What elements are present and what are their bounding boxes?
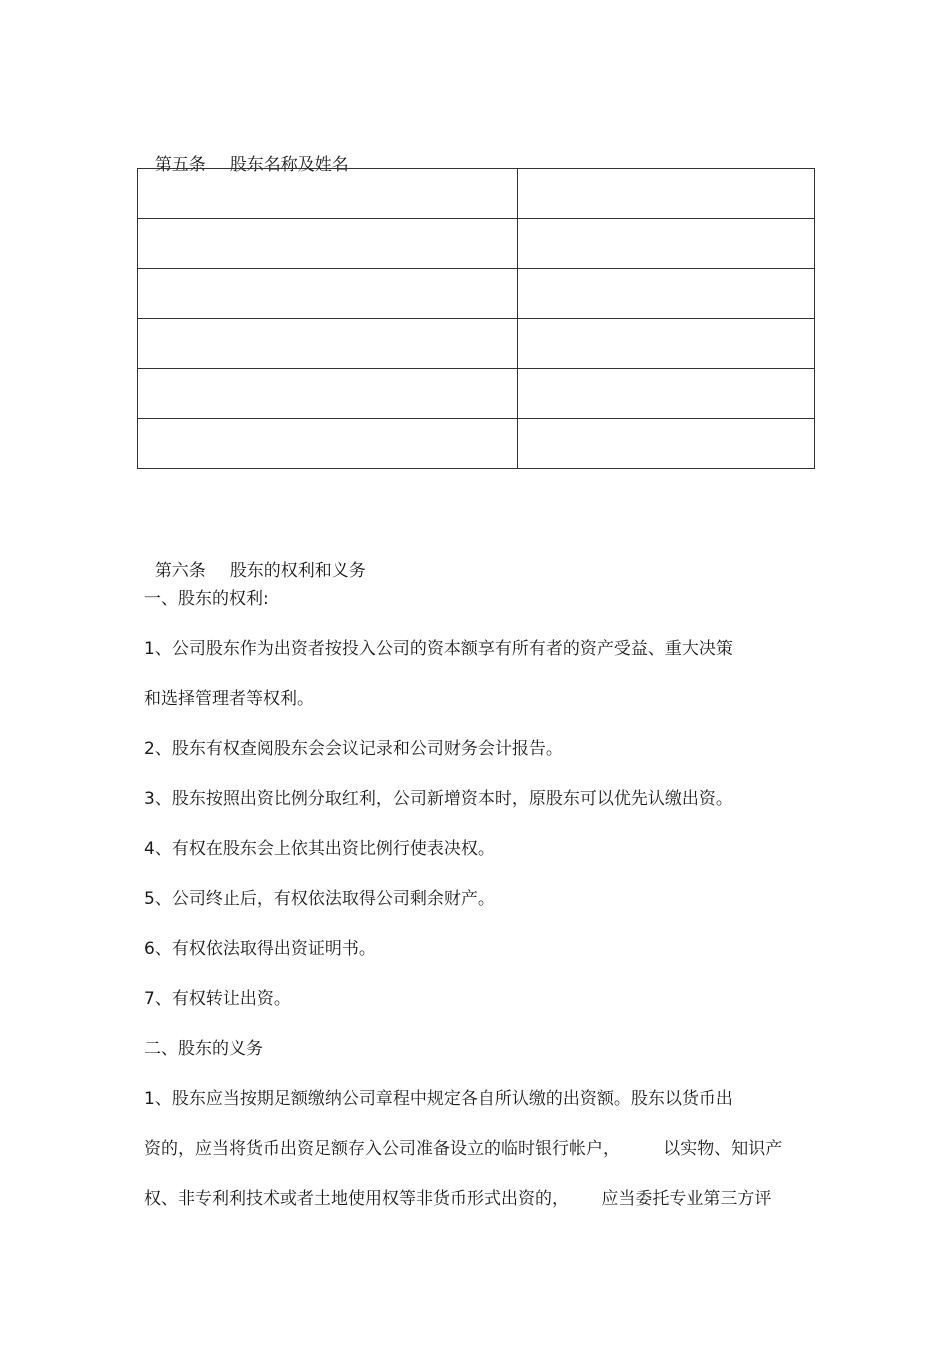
duties-item-1: 1、股东应当按期足额缴纳公司章程中规定各自所认缴的出资额。股东以货币出 xyxy=(144,1089,733,1109)
table-cell xyxy=(138,219,518,269)
table-cell xyxy=(138,319,518,369)
rights-heading: 一、股东的权利: xyxy=(144,589,269,609)
table-row xyxy=(138,269,815,319)
table-cell xyxy=(518,269,815,319)
rights-item-3: 3、股东按照出资比例分取红利，公司新增资本时，原股东可以优先认缴出资。 xyxy=(144,789,733,809)
table-cell xyxy=(138,369,518,419)
table-cell xyxy=(518,419,815,469)
rights-item-6: 6、有权依法取得出资证明书。 xyxy=(144,939,376,959)
rights-item-5: 5、公司终止后，有权依法取得公司剩余财产。 xyxy=(144,889,495,909)
rights-item-2: 2、股东有权查阅股东会会议记录和公司财务会计报告。 xyxy=(144,739,563,759)
table-row xyxy=(138,369,815,419)
table-row xyxy=(138,419,815,469)
rights-item-1: 1、公司股东作为出资者按投入公司的资本额享有所有者的资产受益、重大决策 xyxy=(144,639,733,659)
article-5-number: 第五条 xyxy=(154,155,206,175)
article-5-title: 股东名称及姓名 xyxy=(229,155,349,175)
rights-item-1-continued: 和选择管理者等权利。 xyxy=(144,689,314,709)
article-6-heading xyxy=(144,538,366,582)
table-row xyxy=(138,319,815,369)
duties-heading: 二、股东的义务 xyxy=(144,1039,263,1059)
duties-item-1-line-2: 资的，应当将货币出资足额存入公司准备设立的临时银行帐户， 以实物、知识产 xyxy=(144,1139,783,1159)
duties-item-1-line-3: 权、非专利利技术或者土地使用权等非货币形式出资的， 应当委托专业第三方评 xyxy=(144,1189,772,1209)
table-cell xyxy=(138,269,518,319)
shareholder-table xyxy=(137,168,815,469)
article-6-title: 股东的权利和义务 xyxy=(229,561,366,581)
table-cell xyxy=(138,419,518,469)
table-cell xyxy=(518,169,815,219)
table-cell xyxy=(518,369,815,419)
table-cell xyxy=(518,319,815,369)
table-cell xyxy=(138,169,518,219)
table-cell xyxy=(518,219,815,269)
table-row xyxy=(138,219,815,269)
article-6-number: 第六条 xyxy=(154,561,206,581)
rights-item-7: 7、有权转让出资。 xyxy=(144,989,291,1009)
table-row xyxy=(138,169,815,219)
rights-item-4: 4、有权在股东会上依其出资比例行使表决权。 xyxy=(144,839,495,859)
